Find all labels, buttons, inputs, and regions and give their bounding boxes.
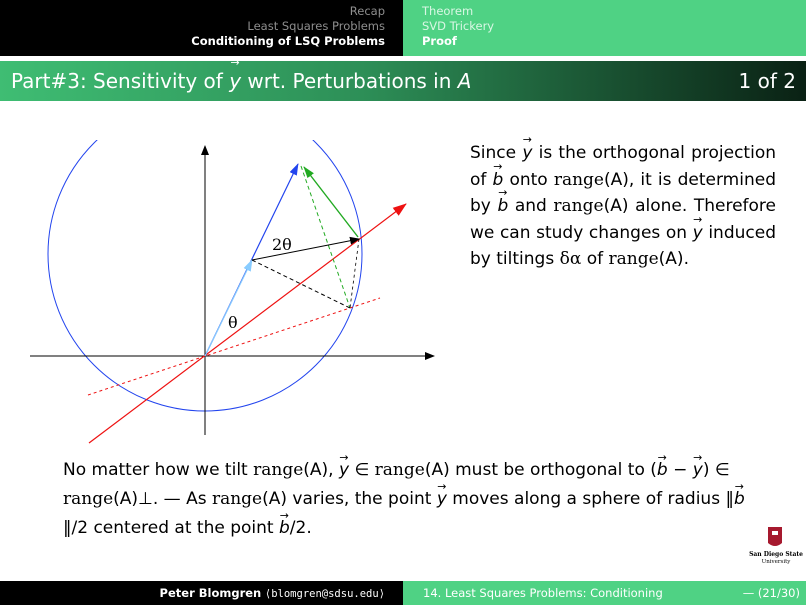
logo-line-2: University xyxy=(761,559,791,565)
nav-subsection-svd-trickery[interactable]: SVD Trickery xyxy=(422,19,495,33)
title-suffix: wrt. Perturbations in xyxy=(241,69,458,93)
footer-bar xyxy=(0,581,806,605)
projection-diagram xyxy=(28,140,440,450)
footer-author xyxy=(160,586,385,600)
nav-section-conditioning[interactable]: Conditioning of LSQ Problems xyxy=(191,34,385,48)
author-email: ⟨blomgren@sdsu.edu⟩ xyxy=(264,588,385,600)
author-name: Peter Blomgren xyxy=(159,586,262,600)
subsection-nav-panel xyxy=(403,0,806,56)
footer-title-panel xyxy=(403,581,806,605)
vector-b: → b xyxy=(497,193,508,220)
conclusion-paragraph: No matter how we tilt range(A), → y ∈ range(A) must be orthogonal to (→ b − → y) ∈ range(A)⊥. — As range(A) varies, the point → y moves along a sphere of radius ‖→ b‖/2 centered at the point → b/2. xyxy=(63,456,763,543)
nav-subsection-theorem[interactable]: Theorem xyxy=(422,4,474,18)
vector-y: → y xyxy=(693,220,703,247)
logo-line-1: San Diego State xyxy=(749,551,803,558)
top-navigation-bar xyxy=(0,0,806,56)
title-vector-y: → y xyxy=(229,69,241,93)
explanation-paragraph: Since → y is the orthogonal projection of → b onto range(A), it is determined by → b and range(A) alone. Therefore we can study changes on → y induced by tiltings δα of range(A). xyxy=(470,140,776,273)
logo-emblem-icon xyxy=(768,527,782,546)
nav-section-recap[interactable]: Recap xyxy=(349,4,385,18)
university-logo xyxy=(748,524,804,568)
residual-dashed-line xyxy=(301,166,350,308)
title-prefix: Part#3: Sensitivity of xyxy=(11,69,230,93)
radius-arrow xyxy=(252,239,359,260)
frame-title xyxy=(11,69,471,93)
section-nav xyxy=(191,4,385,49)
subsection-nav xyxy=(422,4,494,49)
vector-b: → b xyxy=(493,167,504,194)
nav-section-least-squares[interactable]: Least Squares Problems xyxy=(247,19,385,33)
title-matrix-a: A xyxy=(457,69,472,93)
label-theta: θ xyxy=(228,313,238,332)
footer-author-panel xyxy=(0,581,403,605)
footer-lecture-title: 14. Least Squares Problems: Conditioning xyxy=(423,586,663,600)
section-nav-panel xyxy=(0,0,403,56)
radius-dashed-line xyxy=(252,260,350,308)
frame-title-bar xyxy=(0,61,806,101)
nav-subsection-proof[interactable]: Proof xyxy=(422,34,457,48)
frame-page-counter: 1 of 2 xyxy=(738,69,796,93)
residual-arrow xyxy=(304,167,358,237)
vector-b-half-arrow xyxy=(205,260,252,356)
range-a-line xyxy=(89,204,406,443)
displacement-dashed-line xyxy=(350,239,359,308)
label-two-theta: 2θ xyxy=(272,235,292,254)
vector-y: → y xyxy=(522,140,532,167)
footer-page-number: — (21/30) xyxy=(742,586,800,600)
